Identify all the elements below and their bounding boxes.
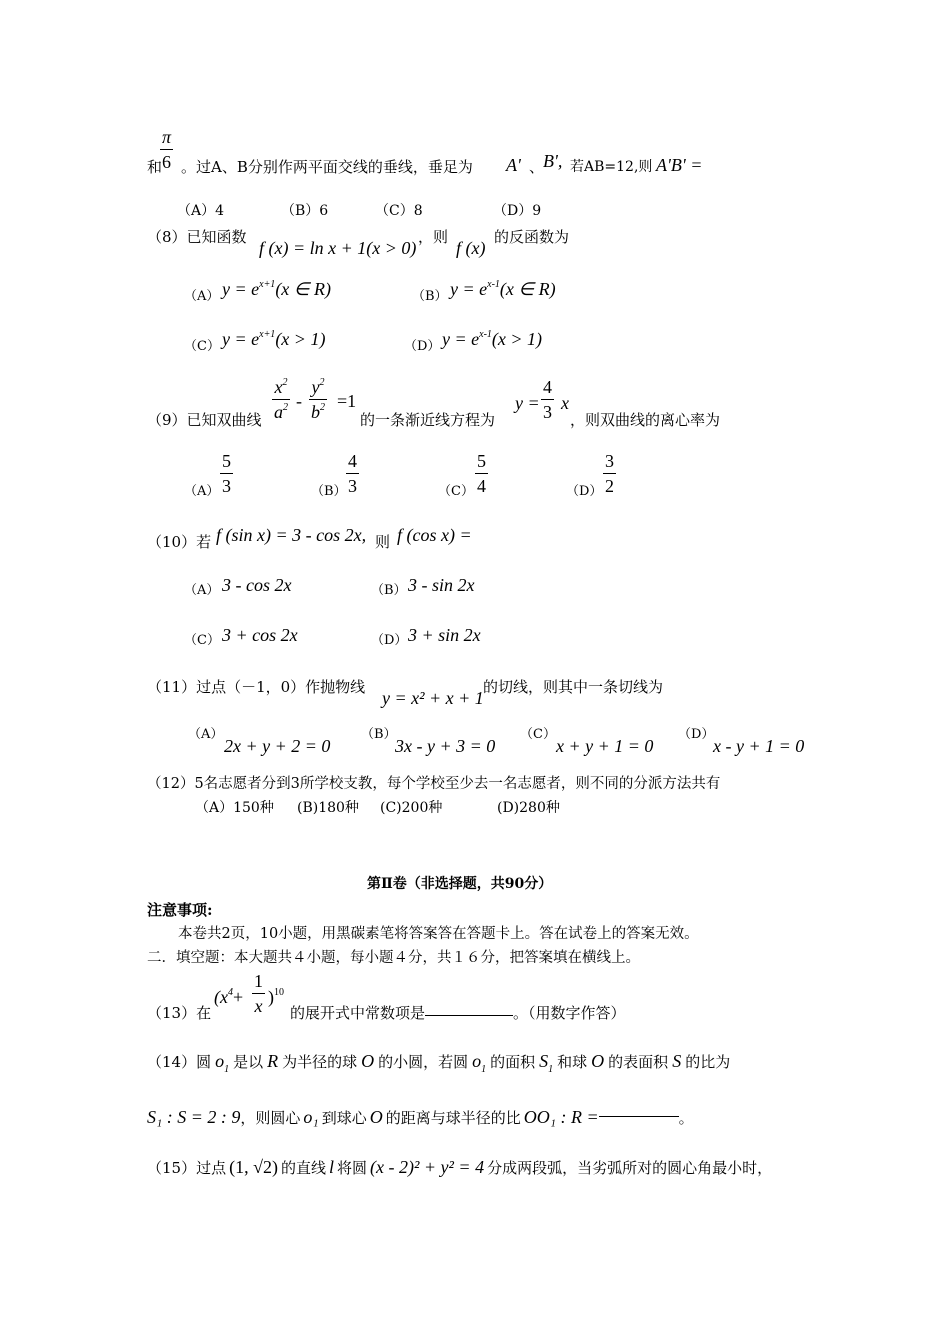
q12-text: （12）5名志愿者分到3所学校支教，每个学校至少去一名志愿者，则不同的分派方法共有: [147, 776, 721, 792]
q7-ask: A'B' =: [656, 155, 703, 175]
q10-number: （10）若: [147, 533, 212, 551]
q8-tail: 的反函数为: [494, 228, 570, 246]
q11-number: （11）过点（－1，0）作抛物线: [147, 678, 366, 696]
q9-label-a: （A）: [184, 484, 220, 499]
q9-option-c: 5 4: [477, 451, 486, 496]
q11-option-d: x - y + 1 = 0: [713, 736, 805, 756]
notice-heading: 注意事项:: [147, 901, 213, 919]
q8-option-a: $y = e^{x+1}(x$ ∈ R): [222, 279, 331, 299]
q12-option-b: (B)180种: [297, 800, 359, 816]
q7-a-prime: A': [506, 155, 521, 175]
q10-option-d: 3 + sin 2x: [408, 625, 481, 645]
q7-option-c: （C）8: [375, 203, 423, 219]
q13-mid: 的展开式中常数项是 。（用数字作答）: [290, 1004, 626, 1022]
q15-line: （15）过点 (1, √2) 的直线 l 将圆 (x - 2)² + y² = 4 分成两段弧，当劣弧所对的圆心角最小时，: [147, 1157, 773, 1177]
q11-curve: y = x² + x + 1: [382, 688, 484, 708]
q7-sep: 、: [529, 158, 545, 176]
q11-option-c: x + y + 1 = 0: [556, 736, 654, 756]
q11-option-b: 3x - y + 3 = 0: [395, 736, 496, 756]
q12-option-d: (D)280种: [497, 800, 560, 816]
q9-asym-fraction: 4 3: [543, 377, 552, 422]
q10-option-b: 3 - sin 2x: [408, 575, 475, 595]
notice-text: 本卷共2页，10小题，用黑碳素笔将答案答在答题卡上。答在试卷上的答案无效。: [178, 926, 699, 942]
q13-expr-close: )$^{10}$: [268, 987, 284, 1007]
q10-label-b: （B）: [371, 583, 407, 598]
q9-rhs: =1: [337, 391, 357, 411]
q13-fraction: 1 x: [254, 971, 263, 1016]
q10-ask: f (cos x) =: [397, 525, 472, 545]
q14-line1: （14）圆 $o_1$ 是以 R 为半径的球 O 的小圆，若圆 $o_1$ 的面积 $S_1$ 和球 O 的表面积 S 的比为: [147, 1051, 731, 1075]
q10-option-a: 3 - cos 2x: [222, 575, 292, 595]
q11-label-d: （D）: [678, 727, 715, 742]
q8-number: （8）已知函数: [147, 228, 247, 246]
q9-option-b: 4 3: [348, 451, 357, 496]
q8-option-d: $y = e^{x-1}(x > 1)$: [442, 329, 543, 349]
q11-option-a: 2x + y + 2 = 0: [224, 736, 331, 756]
q9-number: （9）已知双曲线: [147, 411, 262, 429]
q12-option-a: （A）150种: [195, 800, 274, 816]
q9-option-a: 5 3: [222, 451, 231, 496]
q9-mid: 的一条渐近线方程为: [360, 411, 496, 429]
q10-mid: 则: [375, 533, 391, 551]
q13-expr-open: ($x^4+$: [214, 987, 244, 1007]
q9-asym-lhs: y =: [515, 393, 540, 413]
q7-option-d: （D）9: [493, 203, 542, 219]
q7-prefix: 和: [147, 158, 163, 176]
q9-option-d: 3 2: [605, 451, 614, 496]
q9-minus: -: [296, 391, 302, 411]
q8-label-c: （C）: [184, 339, 220, 354]
q8-function: f (x) = ln x + 1(x > 0): [259, 238, 417, 258]
q14-line2: S₁ : S = 2 : 9，则圆心 o₁ 到球心 O 的距离与球半径的比 OO₁ : R = 。: [147, 1107, 694, 1127]
q8-fx: f (x): [456, 238, 486, 258]
q9-label-d: （D）: [566, 484, 603, 499]
q11-label-a: （A）: [188, 727, 224, 742]
q8-label-d: （D）: [404, 339, 441, 354]
q11-label-c: （C）: [520, 727, 556, 742]
q8-option-b: $y = e^{x-1}(x$ ∈ R): [450, 279, 556, 299]
q7-option-b: （B）6: [281, 203, 329, 219]
q9-label-b: （B）: [311, 484, 347, 499]
q8-label-b: （B）: [412, 289, 448, 304]
q9-tail: ，则双曲线的离心率为: [570, 411, 721, 429]
part2-title: 第Ⅱ卷（非选择题，共90分）: [367, 876, 553, 892]
q13-number: （13）在: [147, 1004, 212, 1022]
q11-label-b: （B）: [361, 727, 397, 742]
q9-label-c: （C）: [438, 484, 474, 499]
q9-asym-x: x: [561, 393, 569, 413]
q7-text: 。过A、B分别作两平面交线的垂线，垂足为: [181, 158, 473, 176]
q7-option-a: （A）4: [177, 203, 225, 219]
pi-over-6-fraction: π 6: [162, 127, 172, 172]
q10-label-d: （D）: [371, 633, 408, 648]
q12-option-c: (C)200种: [380, 800, 443, 816]
q10-option-c: 3 + cos 2x: [222, 625, 298, 645]
q9-y2-over-b2: $y^2$ $b^2$: [311, 377, 325, 422]
q8-option-c: $y = e^{x+1}(x > 1)$: [222, 329, 326, 349]
q7-cond: 若AB=12,则: [570, 159, 653, 175]
q8-label-a: （A）: [184, 289, 220, 304]
q14-answer-blank[interactable]: [599, 1115, 679, 1117]
q10-label-c: （C）: [184, 633, 220, 648]
q10-condition: f (sin x) = 3 - cos 2x,: [216, 525, 367, 545]
q9-x2-over-a2: $x^2$ $a^2$: [274, 377, 288, 422]
section-heading: 二．填空题：本大题共４小题，每小题４分，共１６分，把答案填在横线上。: [147, 950, 640, 966]
q11-tail: 的切线，则其中一条切线为: [483, 678, 664, 696]
q13-answer-blank[interactable]: [425, 1014, 513, 1016]
q7-b-prime: B',: [543, 151, 563, 171]
q8-mid: ，则: [418, 228, 449, 246]
q10-label-a: （A）: [184, 583, 220, 598]
